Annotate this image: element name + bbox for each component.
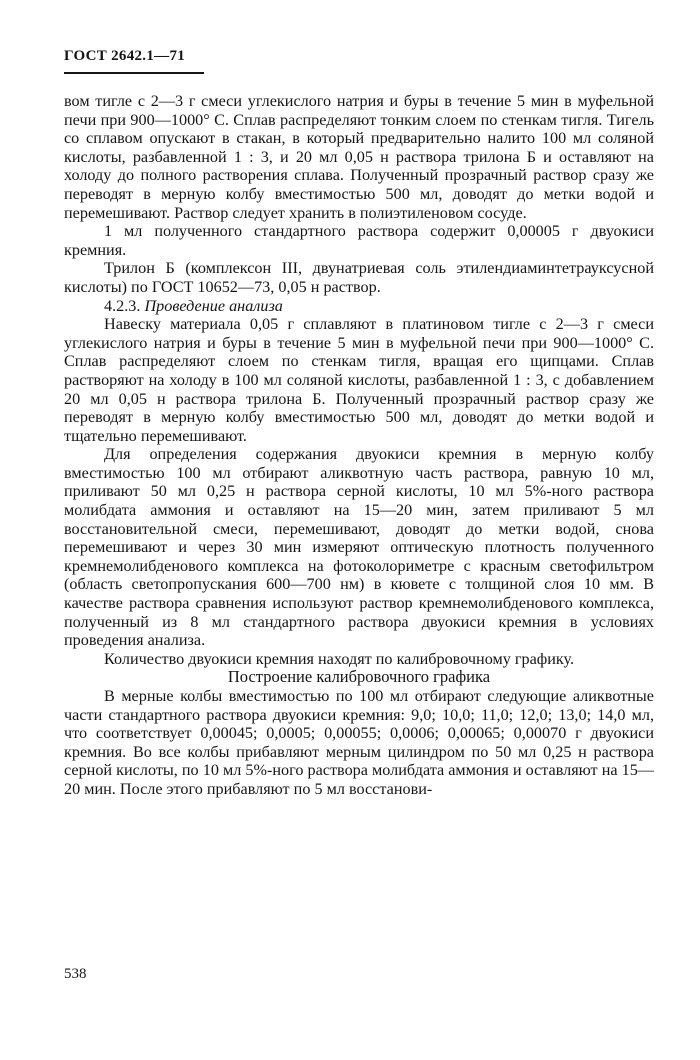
paragraph-concentration: 1 мл полученного стандартного раствора содержит 0,00005 г двуокиси кремния.: [64, 222, 654, 259]
header-rule: [64, 72, 204, 74]
document-body: [64, 92, 654, 799]
paragraph-sample: Навеску материала 0,05 г сплавляют в платиновом тигле с 2—3 г смеси углекислого натрия и буры в течение 5 мин в муфельной печи при 900—1000° С. Сплав распределяют слоем по стенкам тигля, вращая его щипцами. Сплав растворяют на холоду в 100 мл соляной кислоты, разбавленной 1 : 3, с добавлением 20 мл 0,05 н раствора трилона Б. Полученный прозрачный раствор сразу же переводят в мерную колбу вместимостью 500 мл, доводят до метки водой и тщательно перемешивают.: [64, 315, 654, 445]
paragraph-calibration: В мерные колбы вместимостью по 100 мл отбирают следующие аликвотные части стандартного раствора двуокиси кремния: 9,0; 10,0; 11,0; 12,0; 13,0; 14,0 мл, что соответствует 0,00045; 0,0005; 0,00055; 0,0006; 0,00065; 0,00070 г двуокиси кремния. Во все колбы прибавляют мерным цилиндром по 50 мл 0,25 н раствора серной кислоты, по 10 мл 5%-ного раствора молибдата аммония и оставляют на 15—20 мин. После этого прибавляют по 5 мл восстанови-: [64, 687, 654, 798]
page-number: 538: [64, 966, 87, 982]
section-title: Построение калибровочного графика: [227, 667, 491, 687]
paragraph-quantity: Количество двуокиси кремния находят по калибровочному графику.: [104, 649, 575, 668]
subsection-heading: [64, 297, 654, 316]
paragraph-continuation: вом тигле с 2—3 г смеси углекислого натрия и буры в течение 5 мин в муфельной печи при 900—1000° С. Сплав распределяют тонким слоем по стенкам тигля. Тигель со сплавом опускают в стакан, в который предварительно налито 100 мл соляной кислоты, разбавленной 1 : 3, и 20 мл 0,05 н раствора трилона Б и оставляют на холоду до полного растворения сплава. Полученный прозрачный раствор сразу же переводят в мерную колбу вместимостью 500 мл, доводят до метки водой и перемешивают. Раствор следует хранить в полиэтиленовом сосуде.: [64, 92, 654, 222]
document-header: ГОСТ 2642.1—71: [64, 48, 186, 64]
paragraph-trilon: Трилон Б (комплексон III, двунатриевая соль этилендиаминтетрауксусной кислоты) по ГОСТ 10652—73, 0,05 н раствор.: [64, 259, 654, 296]
subsection-number: 4.2.3.: [104, 296, 141, 315]
paragraph-determination: Для определения содержания двуокиси кремния в мерную колбу вместимостью 100 мл отбирают аликвотную часть раствора, равную 10 мл, приливают 50 мл 0,25 н раствора серной кислоты, 10 мл 5%-ного раствора молибдата аммония и оставляют на 15—20 мин, затем приливают 5 мл восстановительной смеси, перемешивают, доводят до метки водой, снова перемешивают и через 30 мин измеряют оптическую плотность полученного кремнемолибденового комплекса на фотоколориметре с красным светофильтром (область светопропускания 600—700 нм) в кювете с толщиной слоя 10 мм. В качестве раствора сравнения используют раствор кремнемолибденового комплекса, полученный из 8 мл стандартного раствора двуокиси кремния в условиях проведения анализа.: [64, 445, 654, 650]
subsection-title: Проведение анализа: [144, 296, 283, 315]
